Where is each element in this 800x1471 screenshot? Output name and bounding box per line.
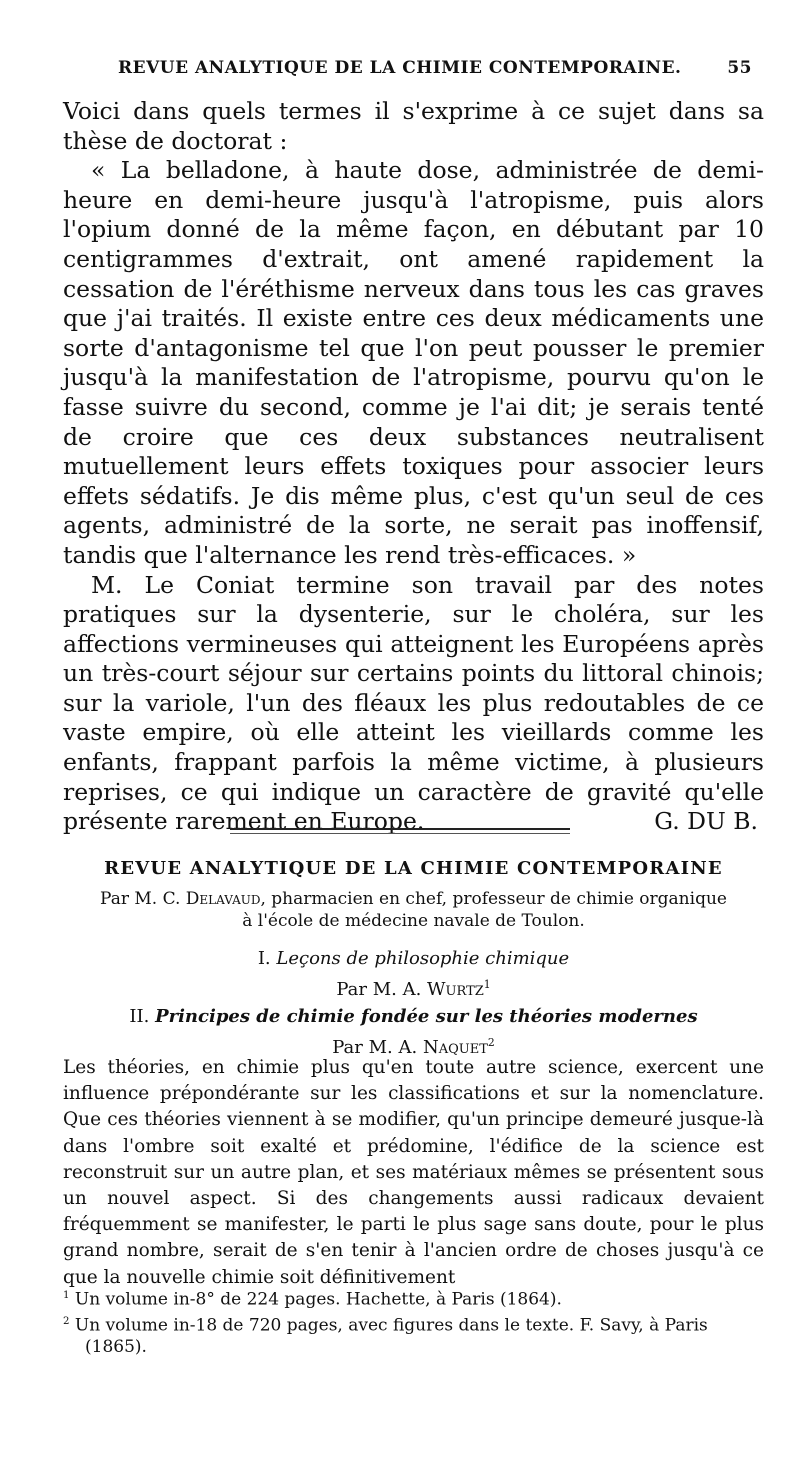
book-entry bbox=[63, 946, 764, 1003]
quotation-paragraph: « La belladone, à haute dose, administrée de demi-heure en demi-heure jusqu'à l'atropisme, puis alors l'opium donné de la même façon, en débutant par 10 centigrammes d'extrait, ont amené rapidement la cessation de l'éréthisme nerveux dans tous les cas graves que j'ai traités. Il existe entre ces deux médicaments une sorte d'antagonisme tel que l'on peut pousser le premier jusqu'à la manifestation de l'atropisme, pourvu qu'on le fasse suivre du second, comme je l'ai dit; je serais tenté de croire que ces deux substances neutralisent mutuellement leurs effets toxiques pour associer leurs effets sédatifs. Je dis même plus, c'est qu'un seul de ces agents, administré de la sorte, ne serait pas inoffensif, tandis que l'alternance les rend très-efficaces. » bbox=[63, 156, 764, 569]
section-byline bbox=[63, 888, 764, 932]
book-author: Naquet bbox=[422, 1037, 488, 1058]
footnote-text: Un volume in-18 de 720 pages, avec figures dans le texte. F. Savy, à Paris (1865). bbox=[74, 1315, 708, 1358]
author-signature: G. DU B. bbox=[654, 807, 758, 836]
section-divider bbox=[230, 828, 570, 834]
footnote-ref: 2 bbox=[487, 1036, 495, 1049]
paragraph: M. Le Coniat termine son travail par des notes pratiques sur la dysenterie, sur le choléra, sur les affections vermineuses qui atteignent les Européens après un très-court séjour sur certains points du littoral chinois; sur la variole, l'un des fléaux les plus redoutables de ce vaste empire, où elle atteint les vieillards comme les enfants, frappant parfois la même victime, à plusieurs reprises, ce qui indique un caractère de gravité qu'elle présente rarement en Europe. bbox=[63, 570, 764, 836]
book-title: Principes de chimie fondée sur les théories modernes bbox=[155, 1006, 698, 1027]
article-body bbox=[63, 97, 764, 837]
byline-name: Delavaud bbox=[185, 889, 261, 909]
footnote bbox=[63, 1285, 764, 1311]
running-header bbox=[118, 58, 752, 78]
paragraph: Les théories, en chimie plus qu'en toute autre science, exercent une influence prépondérante sur les classifications et sur la nomenclature. Que ces théories viennent à se modifier, qu'un principe demeuré jusque-là dans l'ombre soit exalté et prédomine, l'édifice de la science est reconstruit sur un autre plan, et ses matériaux mêmes se présentent sous un nouvel aspect. Si des changements aussi radicaux devaient fréquemment se manifester, le parti le plus sage sans doute, pour le plus grand nombre, serait de s'en tenir à l'ancien ordre de choses jusqu'à ce que la nouvelle chimie soit définitivement bbox=[63, 1057, 764, 1288]
byline-rest: , pharmacien en chef, professeur de chimie organique bbox=[260, 889, 727, 909]
footnote bbox=[63, 1311, 764, 1359]
footnote-ref: 1 bbox=[483, 978, 491, 991]
page-number: 55 bbox=[727, 58, 752, 78]
book-entry bbox=[63, 1004, 764, 1061]
book-author: Wurtz bbox=[427, 979, 484, 1000]
book-author-prefix: Par M. A. bbox=[332, 1037, 418, 1058]
footnote-mark: 1 bbox=[63, 1290, 70, 1301]
running-title: REVUE ANALYTIQUE DE LA CHIMIE CONTEMPORAINE. bbox=[118, 58, 682, 78]
book-author-prefix: Par M. A. bbox=[336, 979, 422, 1000]
paragraph: Voici dans quels termes il s'exprime à ce sujet dans sa thèse de doctorat : bbox=[63, 97, 764, 155]
footnotes bbox=[63, 1285, 764, 1359]
section-title: REVUE ANALYTIQUE DE LA CHIMIE CONTEMPORAINE bbox=[104, 858, 723, 879]
byline-line2: à l'école de médecine navale de Toulon. bbox=[242, 911, 585, 931]
book-numeral: II. bbox=[129, 1006, 150, 1027]
book-numeral: I. bbox=[257, 948, 271, 969]
footnote-text: Un volume in-8° de 224 pages. Hachette, à Paris (1864). bbox=[74, 1289, 562, 1310]
byline-prefix: Par M. C. bbox=[100, 889, 181, 909]
book-title: Leçons de philosophie chimique bbox=[276, 948, 570, 969]
review-body bbox=[63, 1055, 764, 1291]
footnote-mark: 2 bbox=[63, 1316, 70, 1328]
